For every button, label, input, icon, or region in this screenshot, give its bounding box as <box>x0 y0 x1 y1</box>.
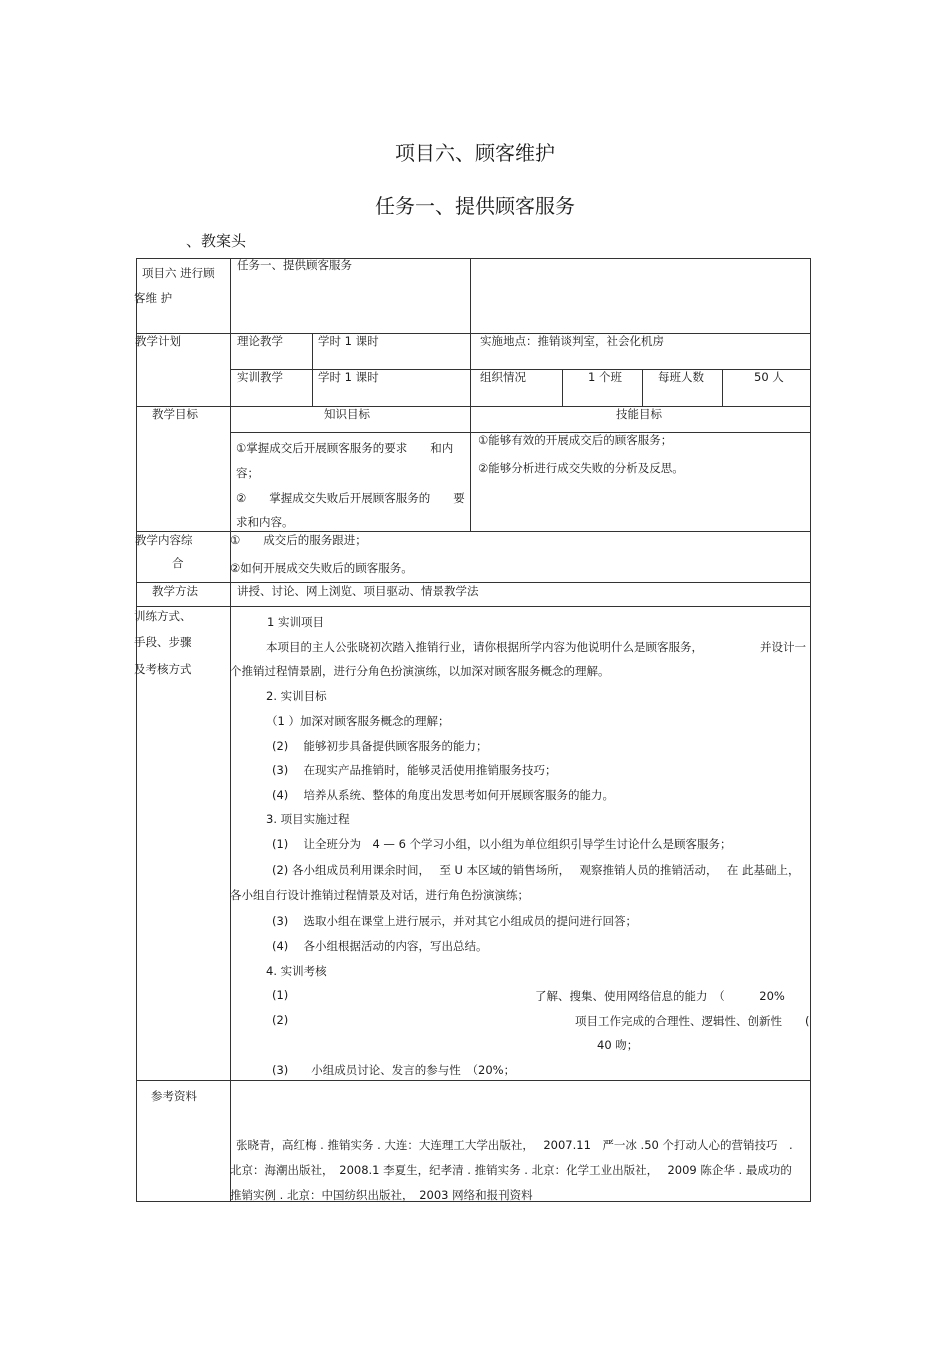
section-heading: 、教案头 <box>186 232 247 250</box>
content-label-cont: 合 <box>172 556 184 570</box>
knowledge-header: 知识目标 <box>324 407 370 421</box>
training-step-item-cont: 各小组自行设计推销过程情景及对话，进行角色扮演演练； <box>230 888 529 902</box>
training-goal-item: (4) 培养从系统、整体的角度出发思考如何开展顾客服务的能力。 <box>272 788 614 802</box>
column-divider-label <box>230 258 231 1201</box>
training-step-item: (3) 选取小组在课堂上进行展示，并对其它小组成员的提问进行回答； <box>272 914 637 928</box>
method-value: 讲授、讨论、网上浏览、项目驱动、情景教学法 <box>237 584 479 598</box>
column-divider-org <box>562 369 563 406</box>
method-label: 教学方法 <box>152 584 198 598</box>
plan-label: 教学计划 <box>135 334 181 348</box>
training-label-cont: 及考核方式 <box>134 662 192 676</box>
location: 实施地点：推销谈判室，社会化机房 <box>480 334 664 348</box>
training-step-item: (2) 各小组成员利用课余时间， 至 U 本区域的销售场所， 观察推销人员的推销活动， 在 此基础上， <box>272 863 800 877</box>
org-label: 组织情况 <box>480 370 526 384</box>
reference-line: 推销实例 . 北京：中国纺织出版社， 2003 网络和报刊资料 <box>230 1188 533 1202</box>
reference-line: 张晓青，高红梅 . 推销实务 . 大连：大连理工大学出版社， 2007.11 严一冰 .50 个打动人心的营销技巧 . <box>236 1138 793 1152</box>
references-label: 参考资料 <box>151 1089 197 1103</box>
page-subtitle: 任务一、提供顾客服务 <box>375 194 575 218</box>
table-border-left <box>136 258 137 1201</box>
training-section-heading: 4. 实训考核 <box>266 964 327 978</box>
assessment-text: 了解、搜集、使用网络信息的能力 （ 20% <box>535 989 785 1003</box>
project-label: 项目六 进行顾 <box>142 266 215 280</box>
column-divider-plan-hours <box>312 333 313 406</box>
practice-label: 实训教学 <box>237 370 283 384</box>
skill-header: 技能目标 <box>616 407 662 421</box>
practice-hours: 学时 1 课时 <box>318 370 379 384</box>
knowledge-item-cont: 容； <box>236 466 259 480</box>
training-step-item: (4) 各小组根据活动的内容，写出总结。 <box>272 939 488 953</box>
reference-line: 北京：海潮出版社， 2008.1 李夏生，纪孝清 . 推销实务 . 北京：化学工业出版社， 2009 陈企华 . 最成功的 <box>230 1163 792 1177</box>
column-divider-classsize <box>722 369 723 406</box>
class-size-value: 50 人 <box>754 370 784 384</box>
training-step-item: (1) 让全班分为 4 — 6 个学习小组，以小组为单位组织引导学生讨论什么是顾客服务； <box>272 837 732 851</box>
task-name: 任务一、提供顾客服务 <box>237 258 352 272</box>
column-divider-header <box>470 258 471 333</box>
theory-label: 理论教学 <box>237 334 283 348</box>
goals-label: 教学目标 <box>152 407 198 421</box>
training-section-heading: 2. 实训目标 <box>266 689 327 703</box>
training-paragraph-cont: 个推销过程情景剧，进行分角色扮演演练，以加深对顾客服务概念的理解。 <box>230 664 610 678</box>
skill-item: ②能够分析进行成交失败的分析及反思。 <box>478 461 684 475</box>
row-divider-goals <box>136 406 811 407</box>
page-title: 项目六、顾客维护 <box>395 141 555 165</box>
project-label-cont: 客维 护 <box>134 291 173 305</box>
assessment-text: 项目工作完成的合理性、逻辑性、创新性 ( <box>575 1014 810 1028</box>
training-label-cont: 手段、步骤 <box>134 635 192 649</box>
knowledge-item: ② 掌握成交失败后开展顾客服务的 要 <box>236 491 465 505</box>
training-goal-item: (2) 能够初步具备提供顾客服务的能力； <box>272 739 488 753</box>
skill-item: ①能够有效的开展成交后的顾客服务； <box>478 433 673 447</box>
table-border-right <box>810 258 811 1201</box>
training-goal-item: （1 ）加深对顾客服务概念的理解； <box>266 714 450 728</box>
assessment-text-cont: 40 吻； <box>597 1038 639 1052</box>
assessment-number: (1) <box>272 988 289 1002</box>
training-paragraph-end: 并设计一 <box>760 640 806 654</box>
assessment-item: (3) 小组成员讨论、发言的参与性 （20%； <box>272 1063 516 1077</box>
column-divider-class <box>642 369 643 406</box>
training-paragraph: 本项目的主人公张晓初次踏入推销行业，请你根据所学内容为他说明什么是顾客服务， <box>266 640 703 654</box>
training-label: 训练方式、 <box>134 609 192 623</box>
knowledge-item-cont: 求和内容。 <box>236 515 294 529</box>
class-size-label: 每班人数 <box>658 370 704 384</box>
column-divider-goals <box>470 406 471 531</box>
row-divider-refs <box>136 1080 811 1081</box>
assessment-number: (2) <box>272 1013 289 1027</box>
training-section-heading: 3. 项目实施过程 <box>266 812 350 826</box>
content-label: 教学内容综 <box>135 533 193 547</box>
training-goal-item: (3) 在现实产品推销时，能够灵活使用推销服务技巧； <box>272 763 557 777</box>
theory-hours: 学时 1 课时 <box>318 334 379 348</box>
content-item: ① 成交后的服务跟进； <box>230 533 367 547</box>
org-value: 1 个班 <box>588 370 622 384</box>
content-item: ②如何开展成交失败后的顾客服务。 <box>230 561 413 575</box>
knowledge-item: ①掌握成交后开展顾客服务的要求 和内 <box>236 441 454 455</box>
training-section-heading: 1 实训项目 <box>267 615 324 629</box>
column-divider-plan-location <box>470 333 471 406</box>
row-divider-training <box>136 606 811 607</box>
